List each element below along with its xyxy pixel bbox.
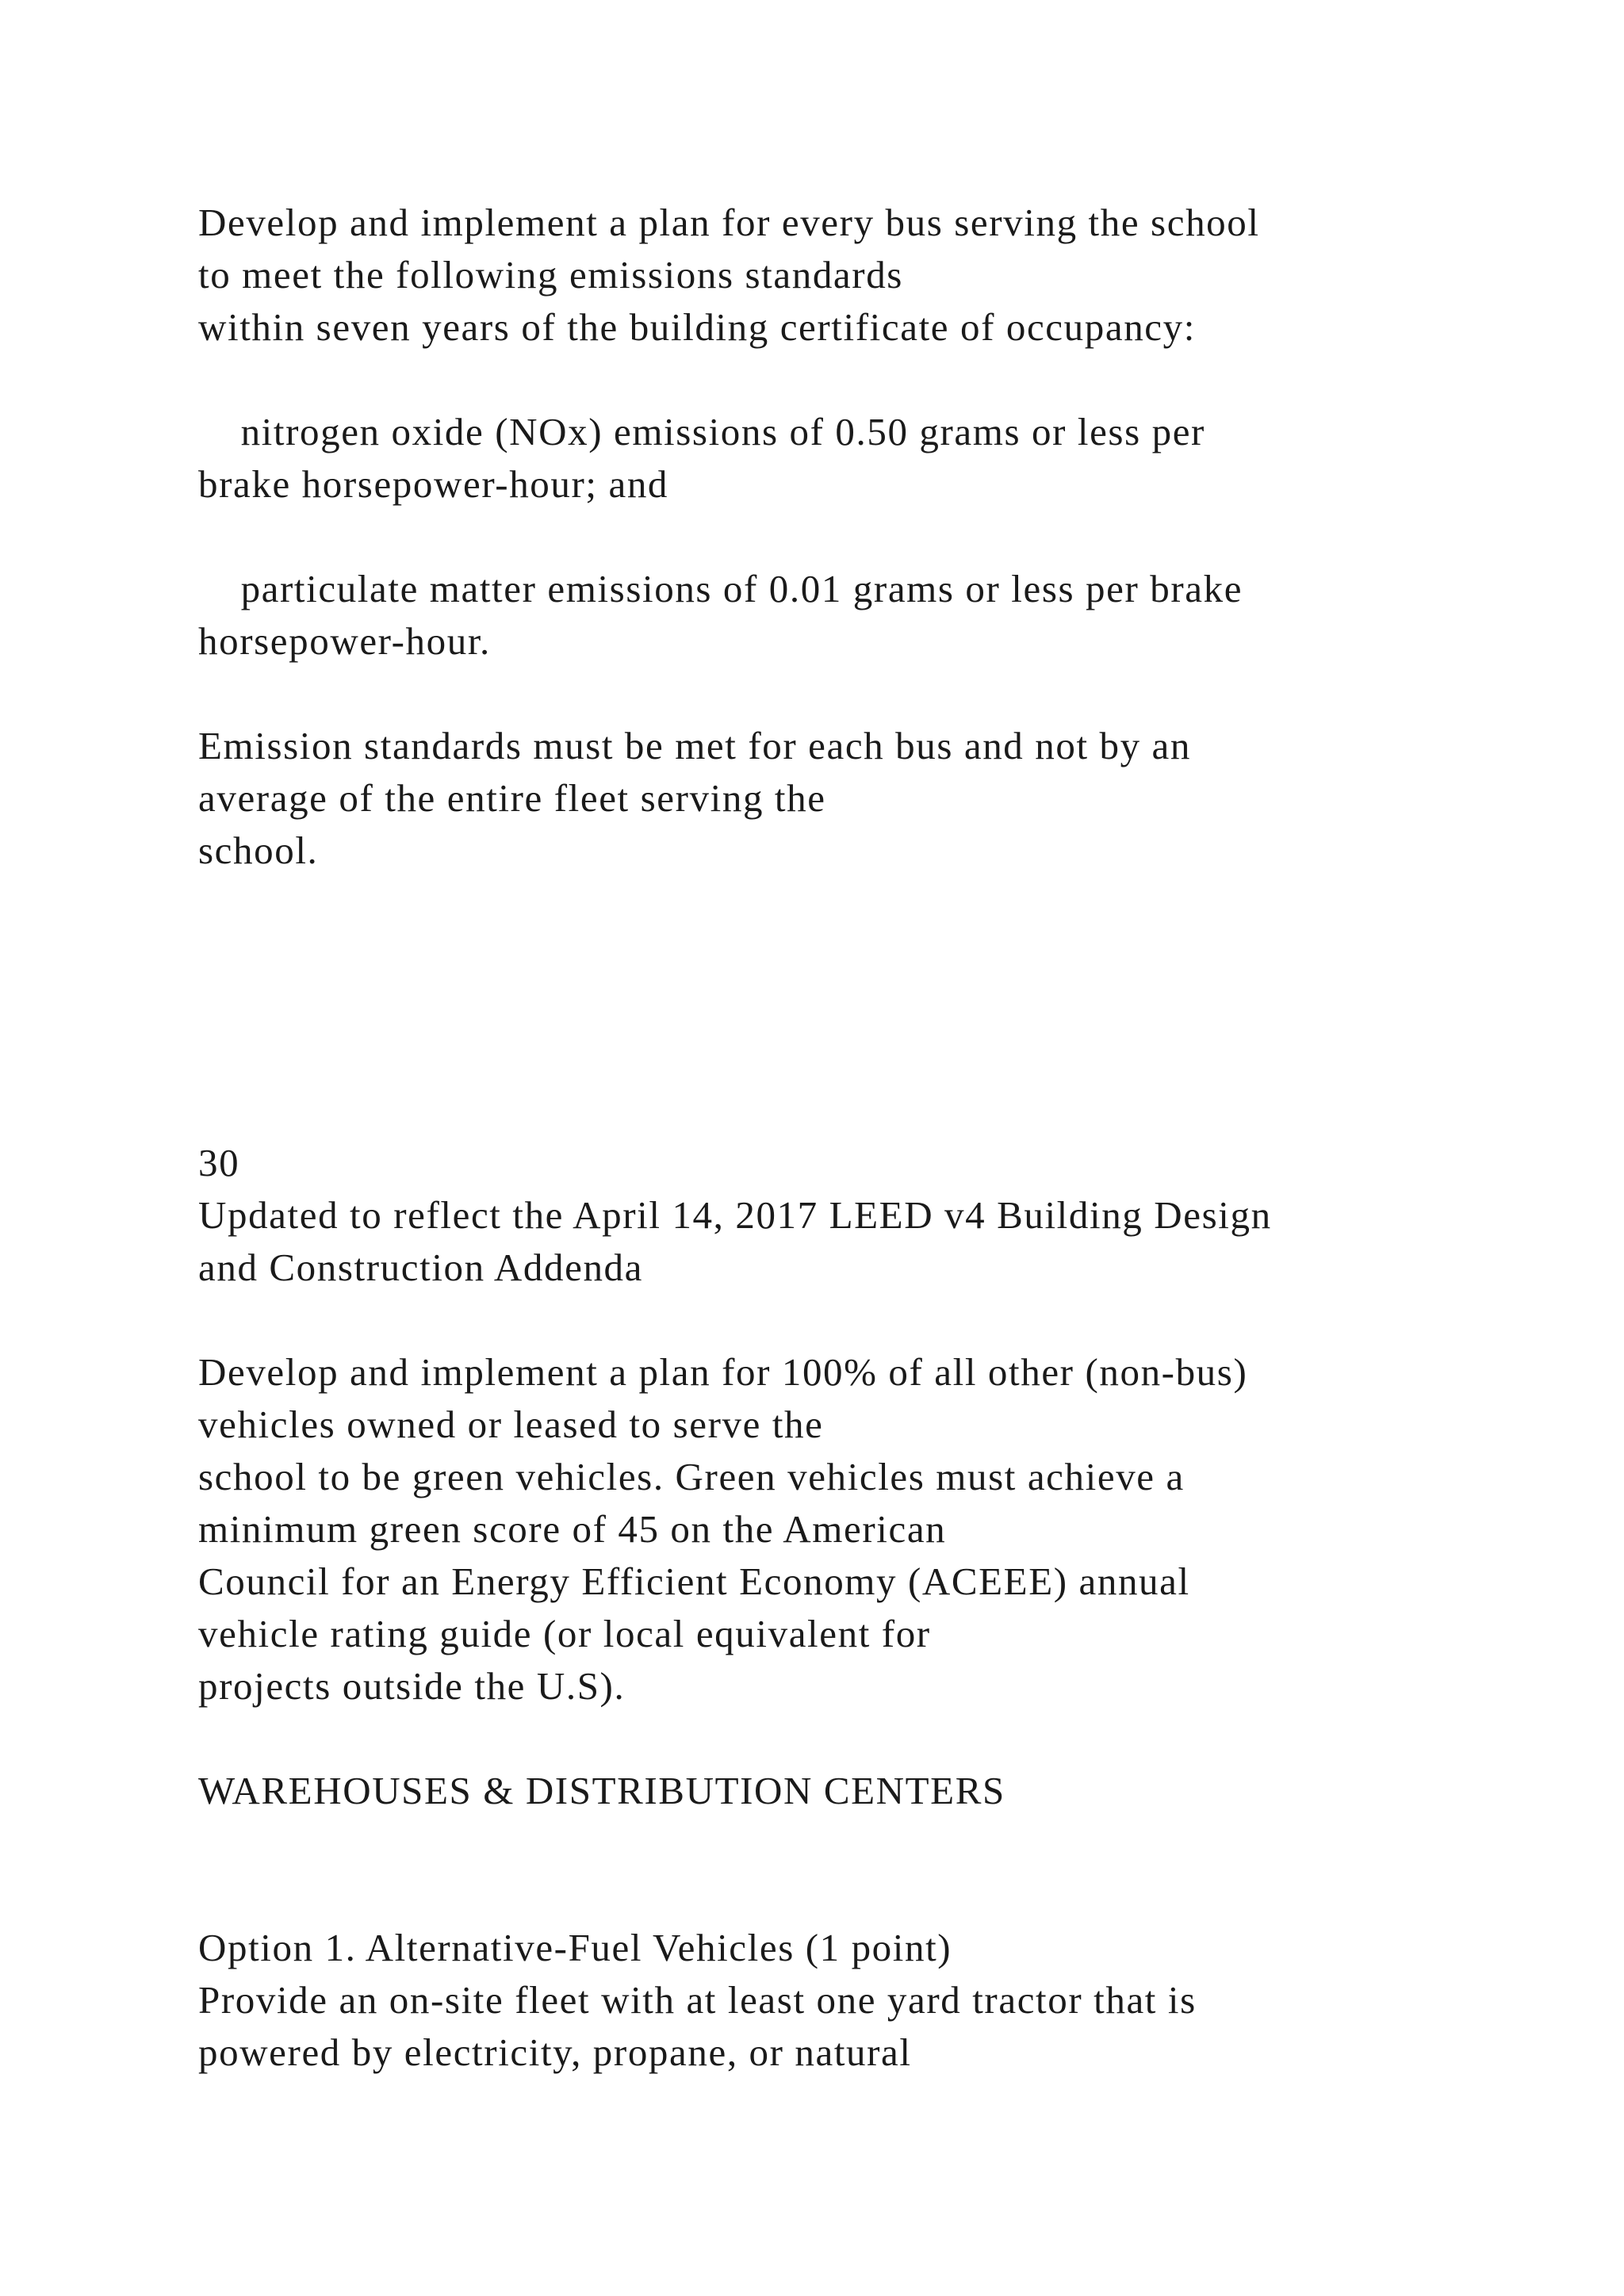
bullet-particulate-line-2: horsepower-hour. [198,619,491,663]
emission-note-line-3: school. [198,828,319,872]
section-heading: WAREHOUSES & DISTRIBUTION CENTERS [198,1769,1005,1812]
bus-plan-intro-line-3: within seven years of the building certificate of occupancy: [198,305,1196,349]
option-1-title: Option 1. Alternative-Fuel Vehicles (1 point) [198,1926,952,1969]
other-vehicles-line-4: minimum green score of 45 on the American [198,1507,947,1551]
emission-note-line-1: Emission standards must be met for each bus and not by an [198,724,1192,767]
bullet-nox-line-2: brake horsepower-hour; and [198,462,669,506]
option-1-body-line-2: powered by electricity, propane, or natural [198,2030,912,2074]
bullet-nox [198,406,1205,458]
bus-plan-intro-line-2: to meet the following emissions standards [198,253,903,297]
option-1-body-line-1: Provide an on-site fleet with at least one yard tractor that is [198,1978,1197,2022]
emission-note-line-2: average of the entire fleet serving the [198,776,826,820]
page-number: 30 [198,1141,240,1184]
other-vehicles-line-7: projects outside the U.S). [198,1664,626,1708]
bullet-glyph-icon [198,410,209,453]
bullet-nox-line-1: nitrogen oxide (NOx) emissions of 0.50 grams or less per [209,410,1185,453]
other-vehicles-line-2: vehicles owned or leased to serve the [198,1402,824,1446]
bullet-glyph-icon [198,567,209,610]
other-vehicles-line-3: school to be green vehicles. Green vehicles must achieve a [198,1455,1185,1498]
bus-plan-intro-line-1: Develop and implement a plan for every bus serving the school [198,201,1260,244]
bullet-particulate-line-1: particulate matter emissions of 0.01 grams or less per brake [209,567,1223,610]
other-vehicles-line-1: Develop and implement a plan for 100% of all other (non-bus) [198,1350,1248,1394]
bullet-particulate [198,563,1243,615]
update-notice-line-2: and Construction Addenda [198,1246,643,1289]
other-vehicles-line-6: vehicle rating guide (or local equivalent for [198,1612,931,1655]
other-vehicles-line-5: Council for an Energy Efficient Economy (ACEEE) annual [198,1559,1190,1603]
update-notice-line-1: Updated to reflect the April 14, 2017 LEED v4 Building Design [198,1193,1272,1237]
